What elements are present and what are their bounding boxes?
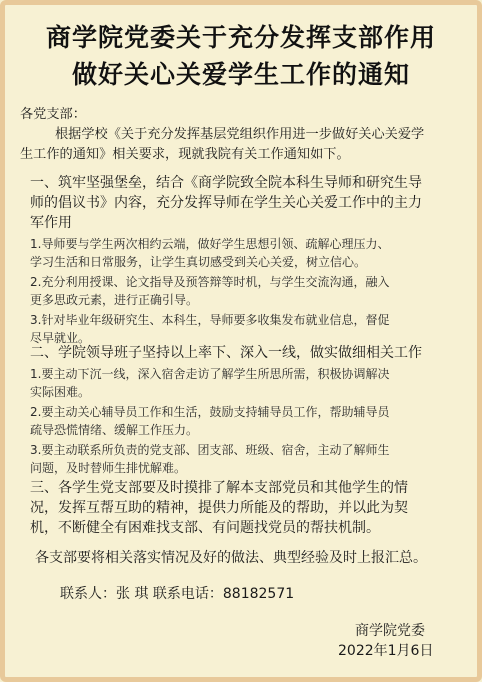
intro-line-1: 根据学校《关于充分发挥基层党组织作用进一步做好关心关爱学 [55, 127, 425, 142]
section-2-item-1-line-2: 实际困难。 [30, 385, 91, 399]
section-3-line-1: 三、各学生党支部要及时摸排了解本支部党员和其他学生的情 [30, 480, 408, 496]
section-2-item-2-line-1: 2.要主动关心辅导员工作和生活，鼓励支持辅导员工作，帮助辅导员 [30, 405, 390, 419]
section-1-item-2-line-1: 2.充分利用授课、论文指导及预答辩等时机，与学生交流沟通，融入 [30, 275, 390, 289]
section-2-heading: 二、学院领导班子坚持以上率下、深入一线，做实做细相关工作 [30, 345, 422, 361]
section-2-item-1-line-1: 1.要主动下沉一线，深入宿舍走访了解学生所思所需，积极协调解决 [30, 367, 390, 381]
closing-line: 各支部要将相关落实情况及好的做法、典型经验及时上报汇总。 [35, 550, 427, 566]
section-2-item-3-line-1: 3.要主动联系所负责的党支部、团支部、班级、宿舍，主动了解师生 [30, 443, 390, 457]
section-3-line-2: 况，发挥互帮互助的精神，提供力所能及的帮助，并以此为契 [30, 500, 408, 516]
section-1-line-2: 师的倡议书》内容，充分发挥导师在学生关心关爱工作中的主力 [30, 195, 422, 211]
section-2-item-3-line-2: 问题，及时替师生排忧解难。 [30, 461, 187, 475]
section-1-item-3-line-2: 尽早就业。 [30, 331, 91, 345]
signature-org: 商学院党委 [355, 623, 425, 639]
section-1-item-2-line-2: 更多思政元素，进行正确引导。 [30, 293, 199, 307]
section-1-item-3-line-1: 3.针对毕业年级研究生、本科生，导师要多收集发布就业信息，督促 [30, 313, 390, 327]
document-title-line-2: 做好关心关爱学生工作的通知 [71, 60, 410, 89]
section-1-item-1-line-2: 学习生活和日常服务，让学生真切感受到关心关爱，树立信心。 [30, 255, 367, 269]
section-2-item-2-line-2: 疏导恐慌情绪、缓解工作压力。 [30, 423, 199, 437]
intro-line-2: 生工作的通知》相关要求，现就我院有关工作通知如下。 [20, 147, 350, 162]
section-1-line-3: 军作用 [30, 215, 72, 231]
section-3-line-3: 机，不断健全有困难找支部、有问题找党员的帮扶机制。 [30, 520, 380, 536]
signature-date: 2022年1月6日 [338, 643, 434, 659]
section-1-line-1: 一、筑牢坚强堡垒，结合《商学院致全院本科生导师和研究生导 [30, 175, 422, 191]
section-1-item-1-line-1: 1.导师要与学生两次相约云端，做好学生思想引领、疏解心理压力、 [30, 237, 390, 251]
contact-info: 联系人：张 琪 联系电话：88182571 [60, 586, 295, 602]
greeting: 各党支部： [20, 107, 86, 122]
document-title-line-1: 商学院党委关于充分发挥支部作用 [45, 23, 436, 52]
